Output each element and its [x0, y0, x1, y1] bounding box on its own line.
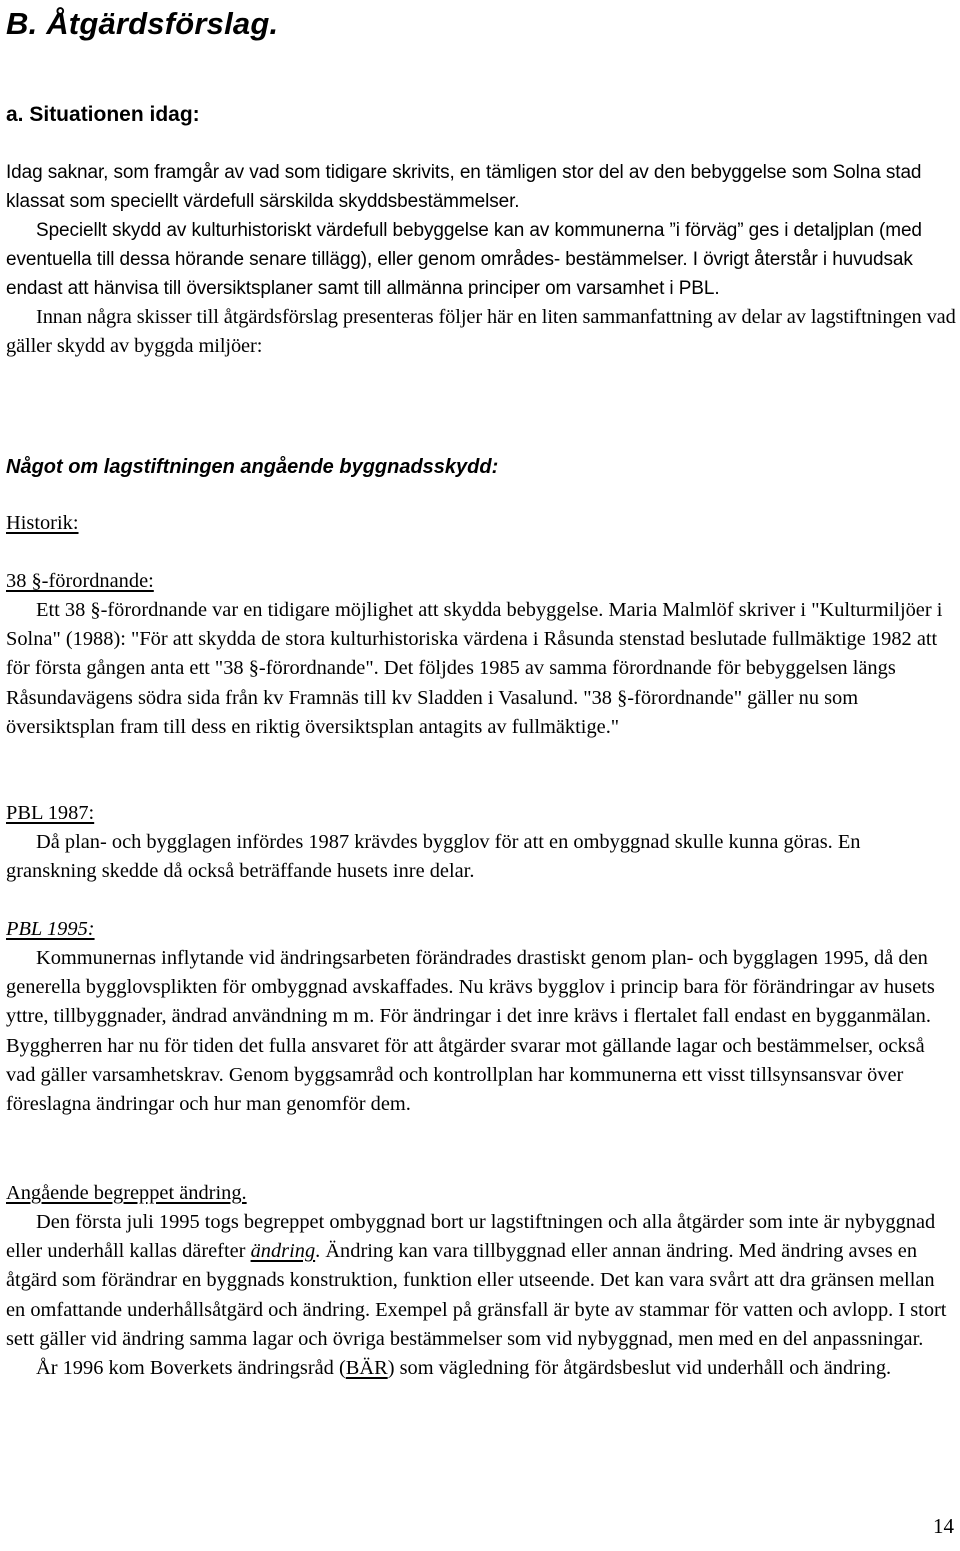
pbl1995-paragraph: Kommunernas inflytande vid ändringsarbeten förändrades drastiskt genom plan- och bygglagen 1995, då den generella bygglovsplikten för ombyggnad avskaffades. Nu krävs bygglov i princip bara för förändringar av husets yttre, tillbyggnader, ändrad användning m m. För ändringar i det inre krävs i flertalet fall endast en bygganmälan. Byggherren har nu för tiden det fulla ansvaret för att åtgärder svarar mot gällande lagar och bestämmelser, också vad gäller varsamhetskrav. Genom byggsamråd och kontrollplan har kommunerna ett visst tillsynsansvar över föreslagna ändringar och hur man genomför dem.	[6, 947, 935, 1116]
section-title: B. Åtgärdsförslag.	[6, 6, 279, 41]
intro-paragraph-3: Innan några skisser till åtgärdsförslag presenteras följer här en liten sammanfattning av delar av lagstiftningen vad gäller skydd av byggda miljöer:	[6, 306, 956, 358]
f38-heading: 38 §-förordnande:	[6, 570, 154, 592]
abbr-bar: BÄR	[345, 1357, 388, 1380]
law-heading: Något om lagstiftningen angående byggnadsskydd:	[6, 456, 499, 478]
term-andring: ändring	[250, 1240, 316, 1263]
pbl1995-heading: PBL 1995:	[6, 918, 95, 940]
begrepp-text-1a: Den första juli 1995 togs begreppet ombyggnad bort ur lagstiftningen och alla åtgärder som inte är nybyggnad eller underhåll kallas därefter	[6, 1211, 936, 1263]
begrepp-text-2a: År 1996 kom Boverkets ändringsråd (	[36, 1357, 346, 1380]
intro-paragraph-2: Speciellt skydd av kulturhistoriskt värdefull bebyggelse kan av kommunerna ”i förväg” ges i detaljplan (med eventuella till dessa hörande senare tillägg), eller genom områdes- bestämmelser. I övrigt återstår i huvudsak endast att hänvisa till översiktsplaner samt till allmänna principer om varsamhet i PBL.	[6, 220, 922, 299]
page-number: 14	[933, 1514, 954, 1538]
pbl1987-heading: PBL 1987:	[6, 802, 95, 824]
begrepp-paragraph-2	[6, 1354, 956, 1383]
intro-paragraph-1: Idag saknar, som framgår av vad som tidigare skrivits, en tämligen stor del av den bebyggelse som Solna stad klassat som speciellt värdefull särskilda skyddsbestämmelser.	[6, 162, 922, 212]
intro-section	[6, 158, 956, 361]
begrepp-text-1b: . Ändring kan vara tillbyggnad eller annan ändring. Med ändring avses en åtgärd som förändrar en byggnads konstruktion, funktion eller utseende. Det kan vara svårt att dra gränsen mellan en omfattande underhållsåtgärd och ändring. Exempel på gränsfall är byte av stammar för vatten och avlopp. I stort sett gäller vid ändring samma lagar och övriga bestämmelser som vid nybyggnad, men med en del anpassningar.	[6, 1240, 947, 1350]
begrepp-paragraph-1	[6, 1208, 956, 1354]
begrepp-text-2b: ) som vägledning för åtgärdsbeslut vid underhåll och ändring.	[387, 1357, 892, 1380]
f38-paragraph: Ett 38 §-förordnande var en tidigare möjlighet att skydda bebyggelse. Maria Malmlöf skriver i "Kulturmiljöer i Solna" (1988): "För att skydda de stora kulturhistoriska värdena i Råsunda stenstad beslutade fullmäktige 1982 att för första gången anta ett "38 §-förordnande". Det följdes 1985 av samma förordnande för bebyggelsen längs Råsundavägens södra sida från kv Framnäs till kv Sladden i Vasalund. "38 §-förordnande" gäller nu som översiktsplan fram till dess en riktig översiktsplan antagits av fullmäktige."	[6, 599, 943, 738]
begrepp-section	[6, 1208, 956, 1383]
historik-heading: Historik:	[6, 512, 79, 534]
sub-title: a. Situationen idag:	[6, 103, 200, 126]
begrepp-heading: Angående begreppet ändring.	[6, 1182, 247, 1204]
pbl1987-paragraph: Då plan- och bygglagen infördes 1987 krävdes bygglov för att en ombyggnad skulle kunna göras. En granskning skedde då också beträffande husets inre delar.	[6, 831, 861, 883]
